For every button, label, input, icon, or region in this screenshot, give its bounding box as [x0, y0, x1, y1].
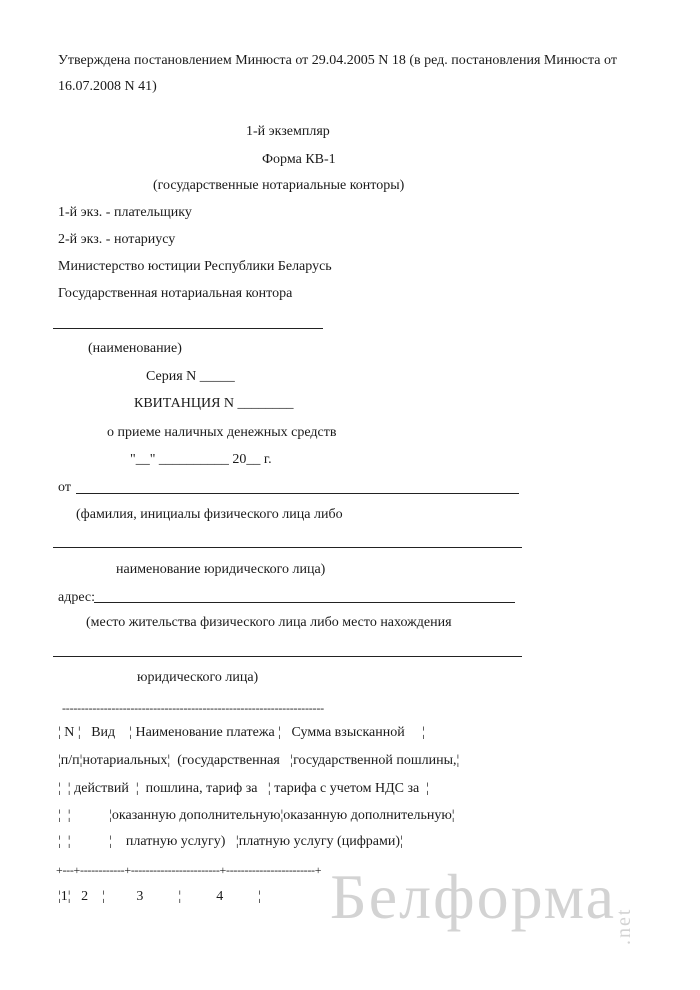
approval-line-1: Утверждена постановлением Минюста от 29.04.2005 N 18 (в ред. постановления Минюста от: [58, 53, 617, 68]
name-caption: (наименование): [88, 341, 182, 356]
series-number: Серия N _____: [146, 369, 235, 384]
belforma-watermark: [330, 860, 635, 945]
copy-payer: 1-й экз. - плательщику: [58, 205, 192, 220]
receipt-subtitle: о приеме наличных денежных средств: [107, 425, 337, 440]
from-label: от: [58, 480, 71, 495]
address-line: [94, 602, 515, 603]
from-caption: (фамилия, инициалы физического лица либо: [76, 507, 343, 522]
receipt-title: КВИТАНЦИЯ N ________: [134, 396, 294, 411]
table-column-numbers: ¦1¦ 2 ¦ 3 ¦ 4 ¦: [58, 889, 262, 904]
watermark-text: Белформа: [330, 861, 617, 932]
table-header-row: ¦ ¦ ¦ платную услугу) ¦платную услугу (цифрами)¦: [58, 834, 403, 849]
form-scope: (государственные нотариальные конторы): [153, 178, 405, 193]
office-name: Государственная нотариальная контора: [58, 286, 293, 301]
approval-line-2: 16.07.2008 N 41): [58, 79, 157, 94]
table-header-row: ¦п/п¦нотариальных¦ (государственная ¦государственной пошлины,¦: [58, 753, 460, 768]
address-label: адрес:: [58, 590, 96, 605]
table-header-row: ¦ ¦ действий ¦ пошлина, тариф за ¦ тарифа с учетом НДС за ¦: [58, 781, 430, 796]
table-rule-top: ---------------------------------------------------------------------: [62, 701, 324, 715]
table-header-row: ¦ ¦ ¦оказанную дополнительную¦оказанную дополнительную¦: [58, 808, 455, 823]
receipt-date: "__" __________ 20__ г.: [130, 452, 272, 467]
copy-notary: 2-й экз. - нотариусу: [58, 232, 176, 247]
legal-caption: наименование юридического лица): [116, 562, 326, 577]
legal-name-line: [53, 547, 522, 548]
watermark-domain: .net: [613, 907, 635, 945]
ministry-name: Министерство юстиции Республики Беларусь: [58, 259, 332, 274]
address-caption-2: юридического лица): [137, 670, 259, 685]
table-header-row: ¦ N ¦ Вид ¦ Наименование платежа ¦ Сумма взысканной ¦: [58, 725, 426, 740]
table-rule-mid: +---+------------+------------------------+------------------------+: [56, 863, 322, 877]
from-line: [76, 493, 519, 494]
copy-number: 1-й экземпляр: [246, 124, 330, 139]
office-name-line: [53, 328, 323, 329]
address-caption: (место жительства физического лица либо место нахождения: [86, 615, 452, 630]
form-number: Форма КВ-1: [262, 152, 336, 167]
address-line-2: [53, 656, 522, 657]
